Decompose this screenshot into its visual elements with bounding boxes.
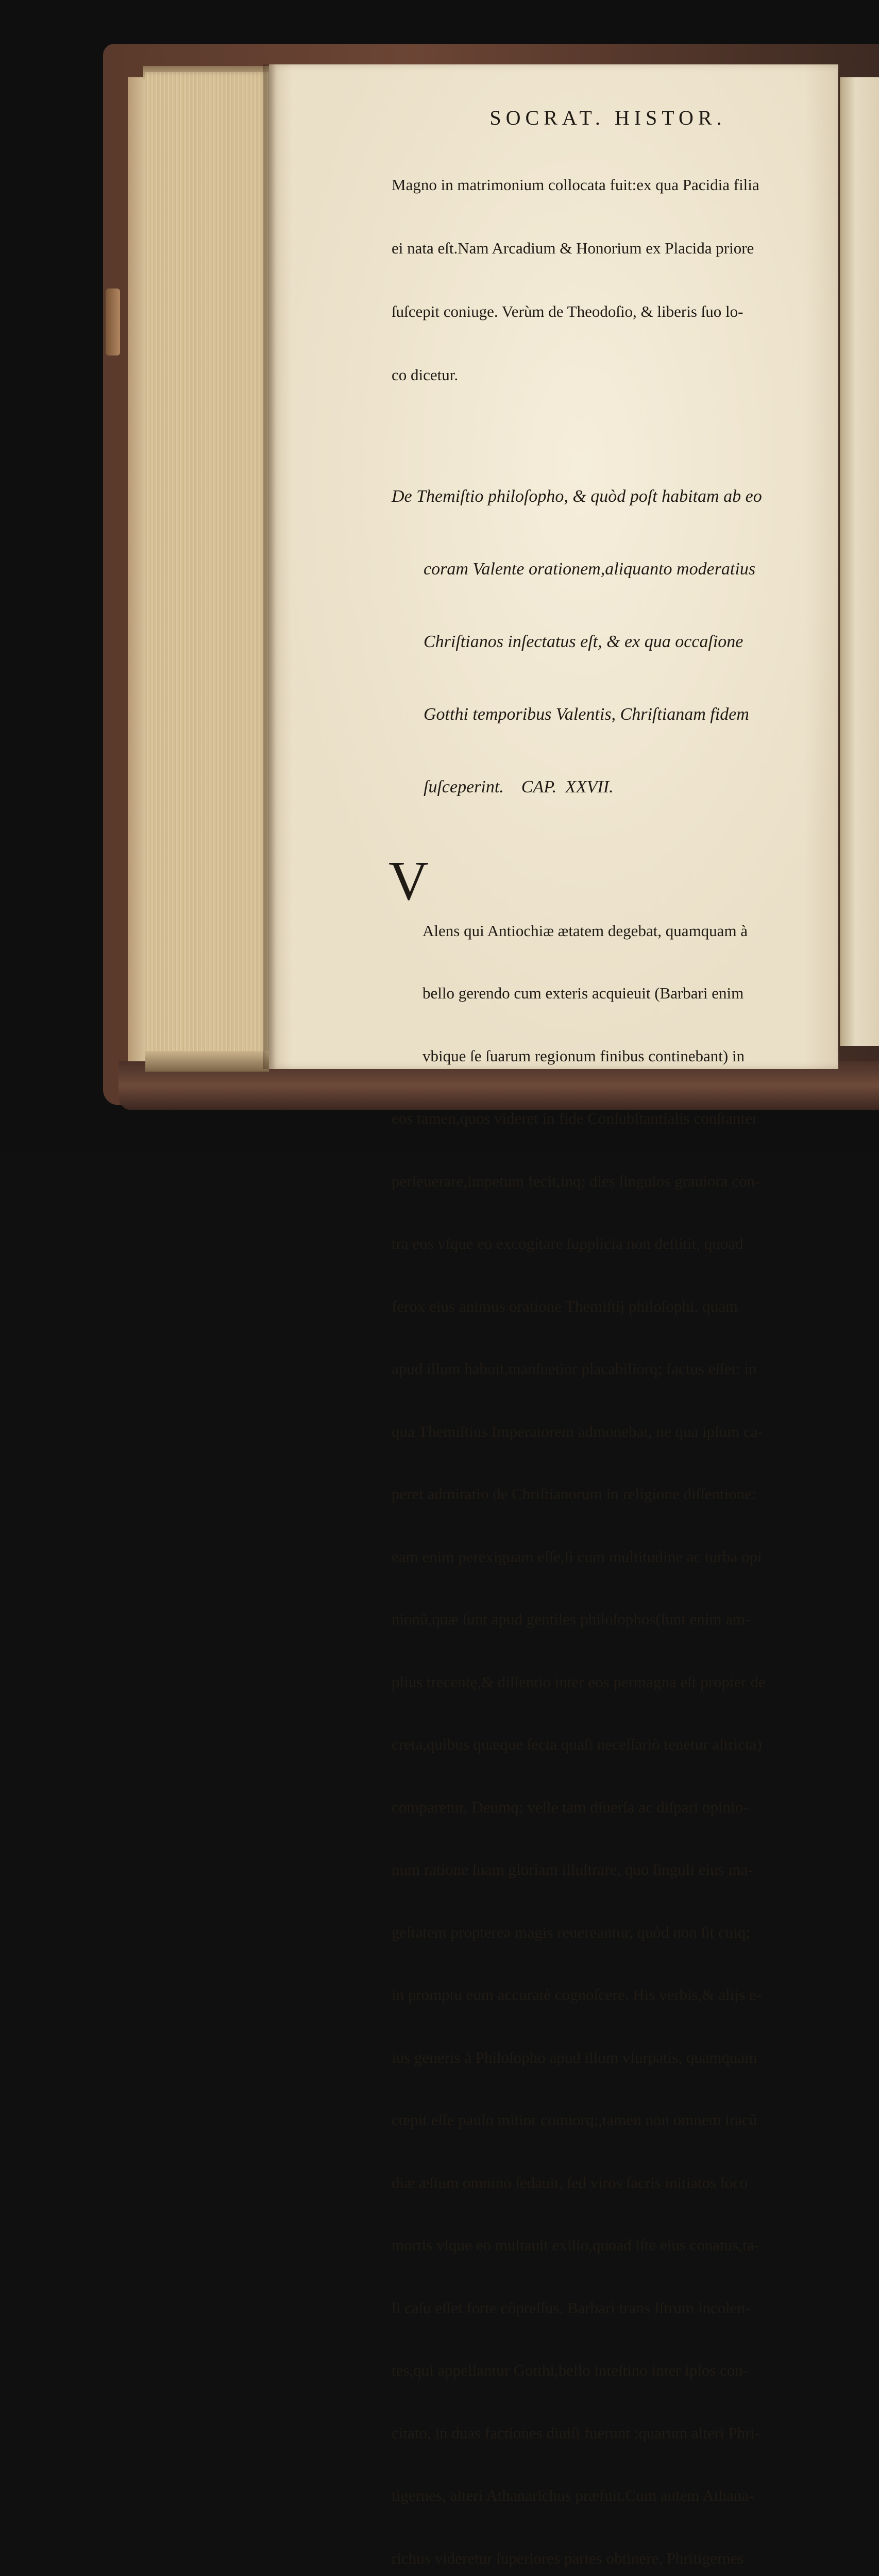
text-line: Alens qui Antiochiæ ætatem degebat, quamquam à — [422, 921, 748, 940]
text-line: geſtatem propterea magis reuereantur, quòd non ſit cuiq; — [392, 1923, 751, 1941]
text-line: nionũ,quæ ſunt apud gentiles philoſophos(ſunt enim am- — [392, 1610, 751, 1628]
text-line: eos tamen,quos videret in fide Conſubſtantialis conſtanter — [392, 1109, 758, 1127]
heading-line: coram Valente orationem,aliquanto moderatius — [424, 560, 756, 579]
running-head: SOCRAT. HISTOR. — [489, 106, 726, 129]
text-line: tra eos vſque eo excogitare ſupplicia non deſtitit, quoad — [392, 1234, 743, 1252]
text-line: diæ æſtum omnino ſedauit, ſed viros ſacris initiatos loco — [392, 2173, 748, 2192]
binding-clasp — [106, 289, 120, 355]
text-line: ei nata eſt.Nam Arcadium & Honorium ex Placida priore — [392, 239, 754, 257]
text-line: in promptu eum accuratè cognoſcere. His verbis,& alijs e- — [392, 1986, 762, 2004]
text-line: tigernes, alteri Athanarichus præfuit.Cum autem Athana- — [392, 2486, 754, 2504]
text-line: perſeuerare,impetum fecit,inq; dies ſingulos grauiora con- — [392, 1172, 760, 1190]
text-line: comparetur, Deumq; velle tam diuerſa ac diſpari opinio- — [392, 1798, 749, 1816]
text-line: ſuſcepit coniuge. Verùm de Theodoſio, & liberis ſuo lo- — [392, 302, 743, 320]
text-line: creta,quibus quæque ſecta quaſi neceſſariò tenetur aſtricta) — [392, 1735, 762, 1753]
text-line: mortis vſque eo multauit exilio,quoad iſte eius conatus,ta- — [392, 2236, 759, 2254]
heading-line: ſuſceperint. CAP. XXVII. — [424, 777, 614, 796]
text-line: co dicetur. — [392, 366, 459, 384]
facing-page-edge — [840, 77, 879, 1046]
text-line: eam enim perexiguam eſſe,ſi cum multitudine ac turba opi — [392, 1547, 762, 1566]
text-line: peret admiratio de Chriſtianorum in religione diſſentione: — [392, 1485, 756, 1503]
text-line: vbique ſe ſuarum regionum finibus continebant) in — [422, 1046, 745, 1065]
text-line: li caſu eſſet forte cõpreſſus. Barbari trans Iſtrum incolen- — [392, 2298, 751, 2317]
text-line: Magno in matrimonium collocata fuit:ex qua Pacidia filia — [392, 176, 759, 194]
text-line: cœpit eſſe paulo mitior comiorq;,tamen non omnem iracũ — [392, 2111, 757, 2129]
text-line: tes,qui appellantur Gotthi,bello inteſtino inter ipſos con- — [392, 2361, 749, 2379]
body-paragraph — [388, 851, 814, 2576]
text-line: num ratione ſuam gloriam illuſtrare, quo ſinguli eius ma- — [392, 1860, 753, 1878]
text-line: qua Themiſtius Imperatorem admonebat, ne qua ipſum ca- — [392, 1422, 763, 1440]
text-line: ferox eius animus oratione Themiſtij philoſophi, quam — [392, 1297, 738, 1315]
text-line: bello gerendo cum exteris acquieuit (Barbari enim — [422, 984, 744, 1002]
text-line: citato, in duas factiones diuiſi fuerunt :quarum alteri Phri- — [392, 2424, 760, 2442]
page-stack-bottom — [145, 1051, 269, 1072]
text-line: richus videretur ſuperiores partes obtinere, Phritigernes — [392, 2549, 744, 2567]
page-stack-edges — [145, 72, 269, 1069]
drop-cap: V — [388, 851, 429, 912]
text-line: ius generis à Philoſopho apud illum vſurpatis, quamquam — [392, 2048, 757, 2066]
heading-line: Gotthi temporibus Valentis, Chriſtianam fidem — [424, 705, 749, 724]
heading-line: Chriſtianos inſectatus eſt, & ex qua occaſione — [424, 632, 743, 651]
gutter-shadow — [263, 64, 276, 1069]
chapter-heading — [392, 436, 814, 848]
text-line: apud illum habuit,manſuetior placabiliorq; factus eſſet: in — [392, 1360, 757, 1378]
page-text — [388, 106, 814, 2576]
text-line: plius trecentę,& diſſentio inter eos permagna eſt propter de — [392, 1672, 766, 1691]
intro-paragraph — [392, 132, 814, 428]
heading-line: De Themiſtio philoſopho, & quòd poſt habitam ab eo — [392, 487, 762, 506]
